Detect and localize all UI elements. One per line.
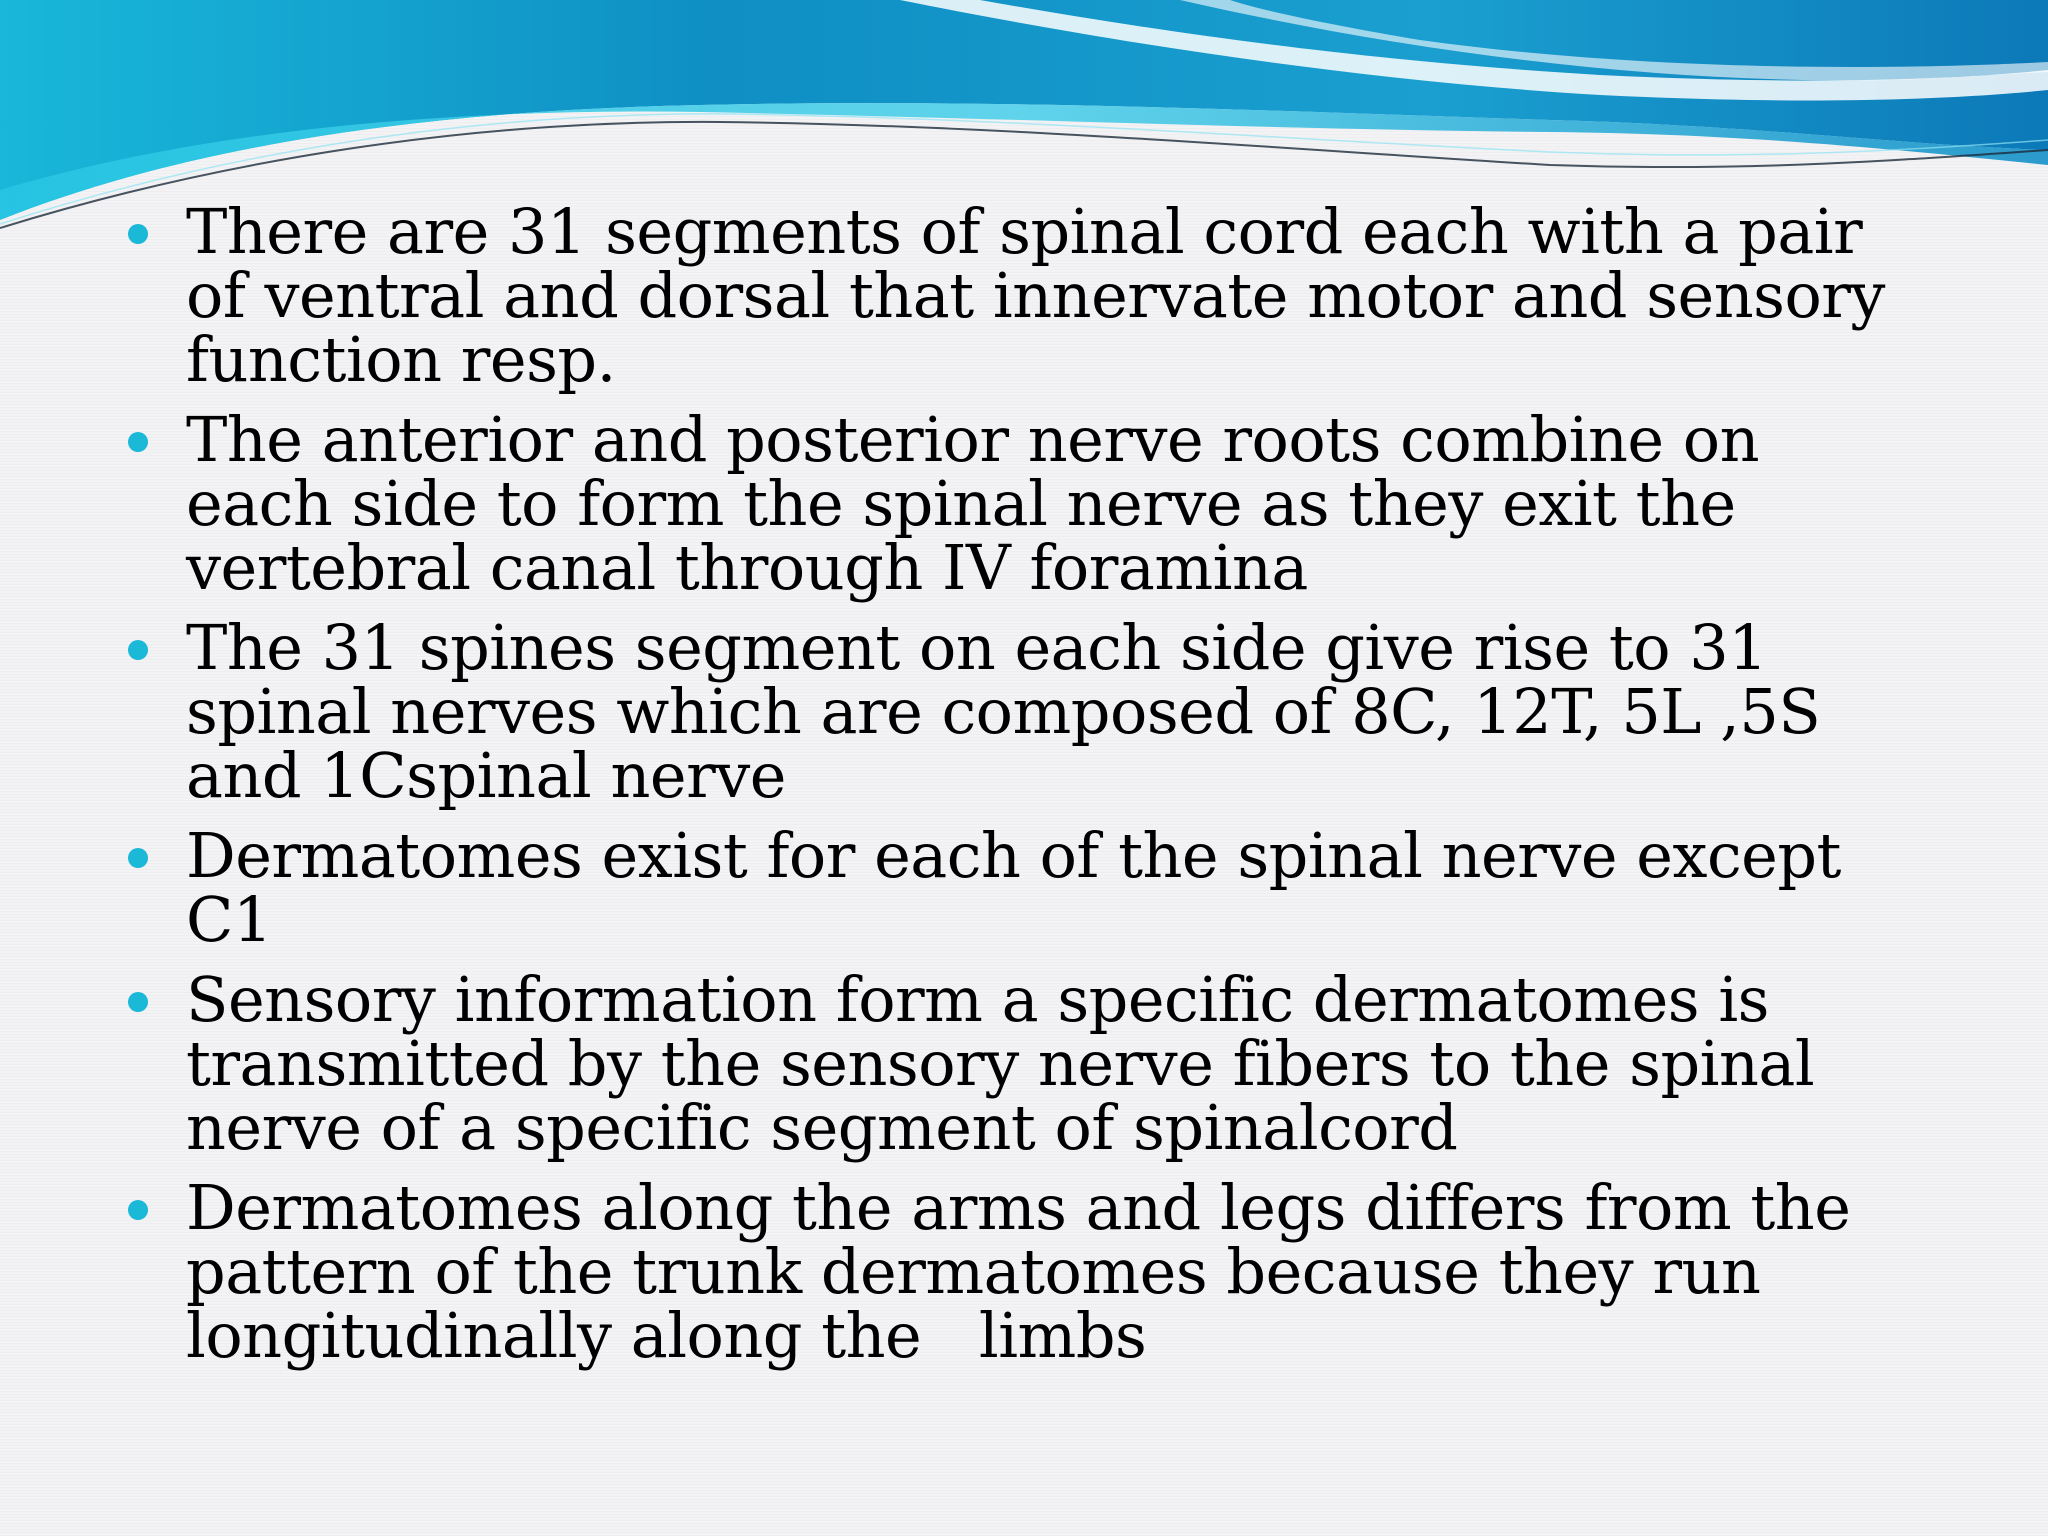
bullet-item-4 bbox=[128, 819, 1918, 956]
bullet-dot-icon bbox=[128, 640, 148, 660]
bullet-dot-icon bbox=[128, 224, 148, 244]
bullet-item-5 bbox=[128, 963, 1908, 1164]
bullet-text: The anterior and posterior nerve roots combine on each side to form the spinal nerve as they exit the vertebral canal through IV foramina bbox=[186, 403, 1779, 604]
bullet-item-1 bbox=[128, 195, 1908, 396]
bullet-dot-icon bbox=[128, 992, 148, 1012]
bullet-item-2 bbox=[128, 403, 1908, 604]
bullet-list bbox=[128, 195, 1918, 1384]
bullet-dot-icon bbox=[128, 432, 148, 452]
bullet-text: There are 31 segments of spinal cord each with a pair of ventral and dorsal that innervate motor and sensory function resp. bbox=[186, 195, 1905, 396]
bullet-text: Sensory information form a specific dermatomes is transmitted by the sensory nerve fibers to the spinal nerve of a specific segment of spinalcord bbox=[186, 963, 1834, 1164]
bullet-item-6 bbox=[128, 1171, 1908, 1372]
bullet-text: The 31 spines segment on each side give rise to 31 spinal nerves which are composed of 8C, 12T, 5L ,5S and 1Cspinal nerve bbox=[186, 611, 1840, 812]
bullet-text: Dermatomes exist for each of the spinal nerve except C1 bbox=[186, 819, 1918, 956]
bullet-text: Dermatomes along the arms and legs differs from the pattern of the trunk dermatomes because they run longitudinally along the limbs bbox=[186, 1171, 1870, 1372]
bullet-dot-icon bbox=[128, 1200, 148, 1220]
bullet-dot-icon bbox=[128, 848, 148, 868]
bullet-item-3 bbox=[128, 611, 1908, 812]
